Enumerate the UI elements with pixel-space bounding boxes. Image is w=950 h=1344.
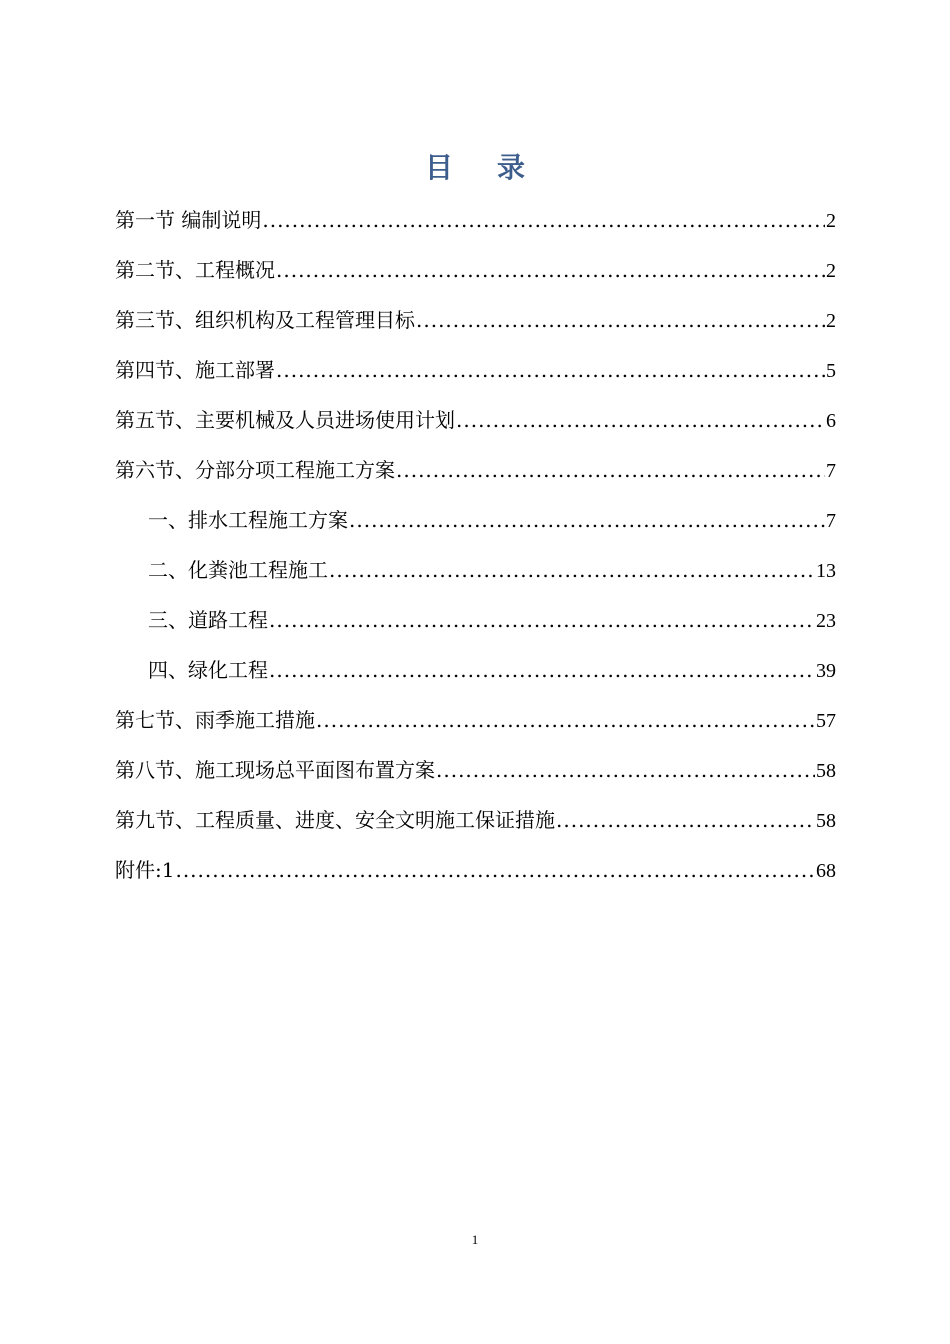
toc-entry-label: 第六节、分部分项工程施工方案 xyxy=(115,458,395,482)
toc-entry-label: 第三节、组织机构及工程管理目标 xyxy=(115,308,415,332)
dot-leader xyxy=(349,506,825,534)
dot-leader xyxy=(329,556,815,584)
toc-entry-label: 二、化粪池工程施工 xyxy=(148,558,328,582)
toc-entry-label: 第二节、工程概况 xyxy=(115,258,275,282)
toc-entry-page: 58 xyxy=(816,760,836,782)
toc-list xyxy=(115,206,836,906)
dot-leader xyxy=(556,806,815,834)
toc-entry-page: 5 xyxy=(826,360,836,382)
toc-entry-page: 7 xyxy=(826,460,836,482)
dot-leader xyxy=(456,406,825,434)
dot-leader xyxy=(416,306,825,334)
dot-leader xyxy=(269,606,815,634)
toc-entry-label: 一、排水工程施工方案 xyxy=(148,508,348,532)
toc-entry-label: 第一节 编制说明 xyxy=(115,208,262,232)
toc-entry-label: 附件:1 xyxy=(115,858,175,882)
toc-entry-page: 68 xyxy=(816,860,836,882)
toc-entry-page: 58 xyxy=(816,810,836,832)
page-number: 1 xyxy=(471,1232,479,1247)
dot-leader xyxy=(316,706,815,734)
toc-entry-page: 6 xyxy=(826,410,836,432)
toc-subentry[interactable] xyxy=(115,556,836,606)
toc-entry-label: 第四节、施工部署 xyxy=(115,358,275,382)
toc-entry-label: 第七节、雨季施工措施 xyxy=(115,708,315,732)
toc-title-char-2: 录 xyxy=(497,151,526,184)
toc-entry[interactable] xyxy=(115,756,836,806)
toc-entry-page: 13 xyxy=(816,560,836,582)
toc-entry[interactable] xyxy=(115,456,836,506)
dot-leader xyxy=(276,356,825,384)
toc-entry[interactable] xyxy=(115,206,836,256)
toc-entry-page: 7 xyxy=(826,510,836,532)
toc-entry-label: 三、道路工程 xyxy=(148,608,268,632)
toc-entry-page: 2 xyxy=(826,210,836,232)
dot-leader xyxy=(436,756,815,784)
toc-entry[interactable] xyxy=(115,806,836,856)
toc-entry[interactable] xyxy=(115,306,836,356)
toc-subentry[interactable] xyxy=(115,606,836,656)
toc-entry-page: 23 xyxy=(816,610,836,632)
toc-entry-label: 第五节、主要机械及人员进场使用计划 xyxy=(115,408,455,432)
toc-entry-page: 2 xyxy=(826,260,836,282)
toc-entry-label: 第九节、工程质量、进度、安全文明施工保证措施 xyxy=(115,808,555,832)
toc-entry[interactable] xyxy=(115,856,836,906)
toc-title xyxy=(0,146,950,186)
dot-leader xyxy=(396,456,825,484)
toc-entry[interactable] xyxy=(115,706,836,756)
toc-entry[interactable] xyxy=(115,356,836,406)
toc-subentry[interactable] xyxy=(115,656,836,706)
dot-leader xyxy=(262,206,825,234)
dot-leader xyxy=(276,256,825,284)
toc-entry[interactable] xyxy=(115,256,836,306)
dot-leader xyxy=(175,856,815,884)
dot-leader xyxy=(269,656,815,684)
toc-entry-page: 57 xyxy=(816,710,836,732)
toc-entry-page: 39 xyxy=(816,660,836,682)
toc-title-char-1: 目 xyxy=(424,151,453,184)
toc-entry-label: 四、绿化工程 xyxy=(148,658,268,682)
toc-entry-label: 第八节、施工现场总平面图布置方案 xyxy=(115,758,435,782)
toc-entry[interactable] xyxy=(115,406,836,456)
toc-entry-page: 2 xyxy=(826,310,836,332)
toc-subentry[interactable] xyxy=(115,506,836,556)
